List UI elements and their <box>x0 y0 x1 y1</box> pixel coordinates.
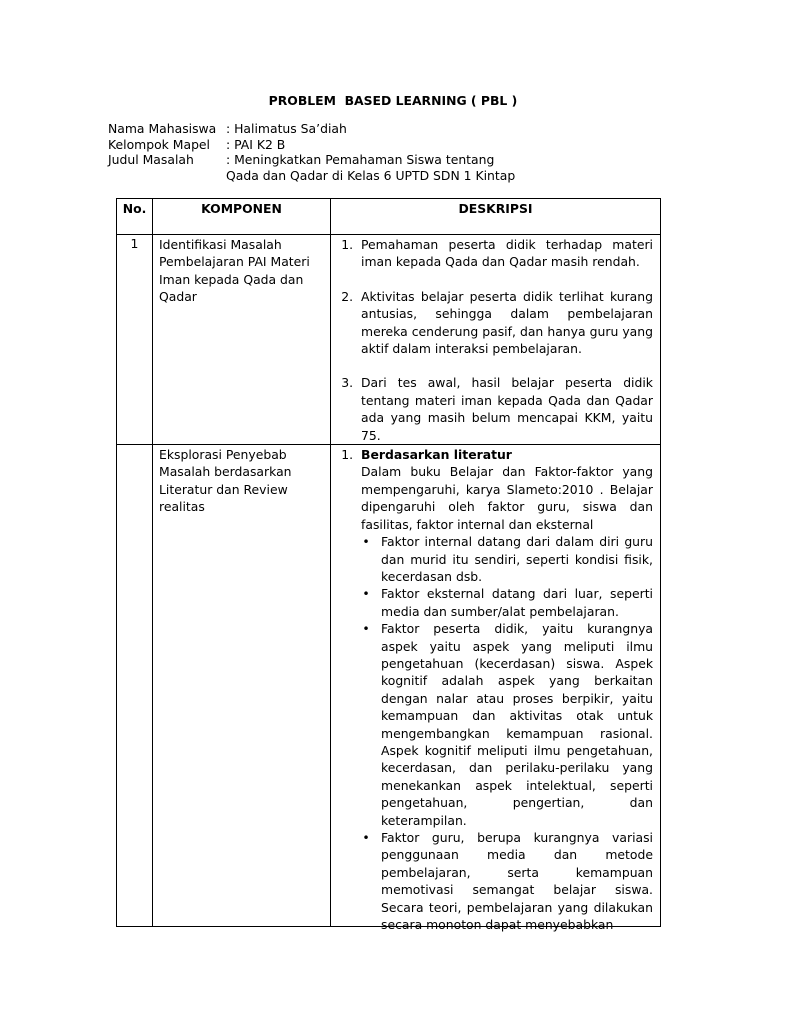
document-title: PROBLEM BASED LEARNING ( PBL ) <box>268 93 518 108</box>
judul-value-continued: Qada dan Qadar di Kelas 6 UPTD SDN 1 Kintap <box>226 167 516 183</box>
row1-komponen: Identifikasi Masalah Pembelajaran PAI Materi Iman kepada Qada dan Qadar <box>153 235 331 445</box>
identity-block <box>108 121 515 183</box>
list-item: 2. Aktivitas belajar peserta didik terlihat kurang antusias, sehingga dalam pembelajaran mereka cenderung pasif, dan hanya guru yang aktif dalam interaksi pembelajaran. <box>357 288 653 358</box>
judul-label: Judul Masalah <box>108 152 194 167</box>
nama-row <box>108 121 515 137</box>
judul-value: : Meningkatkan Pemahaman Siswa tentang <box>226 152 495 167</box>
kelompok-value: : PAI K2 B <box>226 136 286 152</box>
row2-no <box>117 445 153 927</box>
pbl-table <box>116 198 661 933</box>
table-row <box>117 235 661 445</box>
table-header-row <box>117 199 661 235</box>
nama-label: Nama Mahasiswa <box>108 121 217 136</box>
row2-content <box>337 446 653 933</box>
header-komponen: KOMPONEN <box>153 199 331 235</box>
header-no: No. <box>117 199 153 235</box>
table-row <box>117 445 661 927</box>
factor-bullets <box>361 533 653 933</box>
item-title: 1. Berdasarkan literatur <box>361 447 512 463</box>
list-item <box>357 446 653 933</box>
bullet-item: • Faktor guru, berupa kurangnya variasi penggunaan media dan metode pembelajaran, serta kemampuan memotivasi semangat belajar siswa. Secara teori, pembelajaran yang dilakukan secara monoton dapat menyebabkan <box>381 829 653 933</box>
nama-value: : Halimatus Sa’diah <box>226 121 347 136</box>
kelompok-label: Kelompok Mapel <box>108 136 210 152</box>
row2-list <box>337 446 653 933</box>
row2-deskripsi <box>331 445 661 933</box>
kelompok-row <box>108 137 515 153</box>
bullet-item: • Faktor peserta didik, yaitu kurangnya aspek yaitu aspek yang meliputi ilmu pengetahuan (kecerdasan) siswa. Aspek kognitif adalah aspek yang berkaitan dengan nalar atau proses berpikir, yaitu kemampuan dan aktivitas otak untuk mengembangkan kemampuan rasional. Aspek kognitif meliputi ilmu pengetahuan, kecerdasan, dan perilaku-perilaku yang menekankan aspek intelektual, seperti pengetahuan, pengertian, dan keterampilan. <box>381 620 653 829</box>
bullet-item: • Faktor internal datang dari dalam diri guru dan murid itu sendiri, seperti kondisi fisik, kecerdasan dsb. <box>381 533 653 585</box>
header-deskripsi: DESKRIPSI <box>331 199 661 235</box>
row2-komponen: Eksplorasi Penyebab Masalah berdasarkan Literatur dan Review realitas <box>153 445 331 927</box>
list-item: 1. Pemahaman peserta didik terhadap materi iman kepada Qada dan Qadar masih rendah. <box>357 236 653 271</box>
list-item: 3. Dari tes awal, hasil belajar peserta didik tentang materi iman kepada Qada dan Qadar ada yang masih belum mencapai KKM, yaitu 75. <box>357 374 653 444</box>
judul-row <box>108 152 515 168</box>
literature-paragraph: Dalam buku Belajar dan Faktor-faktor yang mempengaruhi, karya Slameto:2010 . Belajar dipengaruhi oleh faktor guru, siswa dan fasilitas, faktor internal dan eksternal <box>361 464 653 532</box>
row1-list <box>337 236 653 444</box>
bullet-item: • Faktor eksternal datang dari luar, seperti media dan sumber/alat pembelajaran. <box>381 585 653 620</box>
row1-deskripsi <box>331 235 661 445</box>
row1-no: 1 <box>117 235 153 445</box>
